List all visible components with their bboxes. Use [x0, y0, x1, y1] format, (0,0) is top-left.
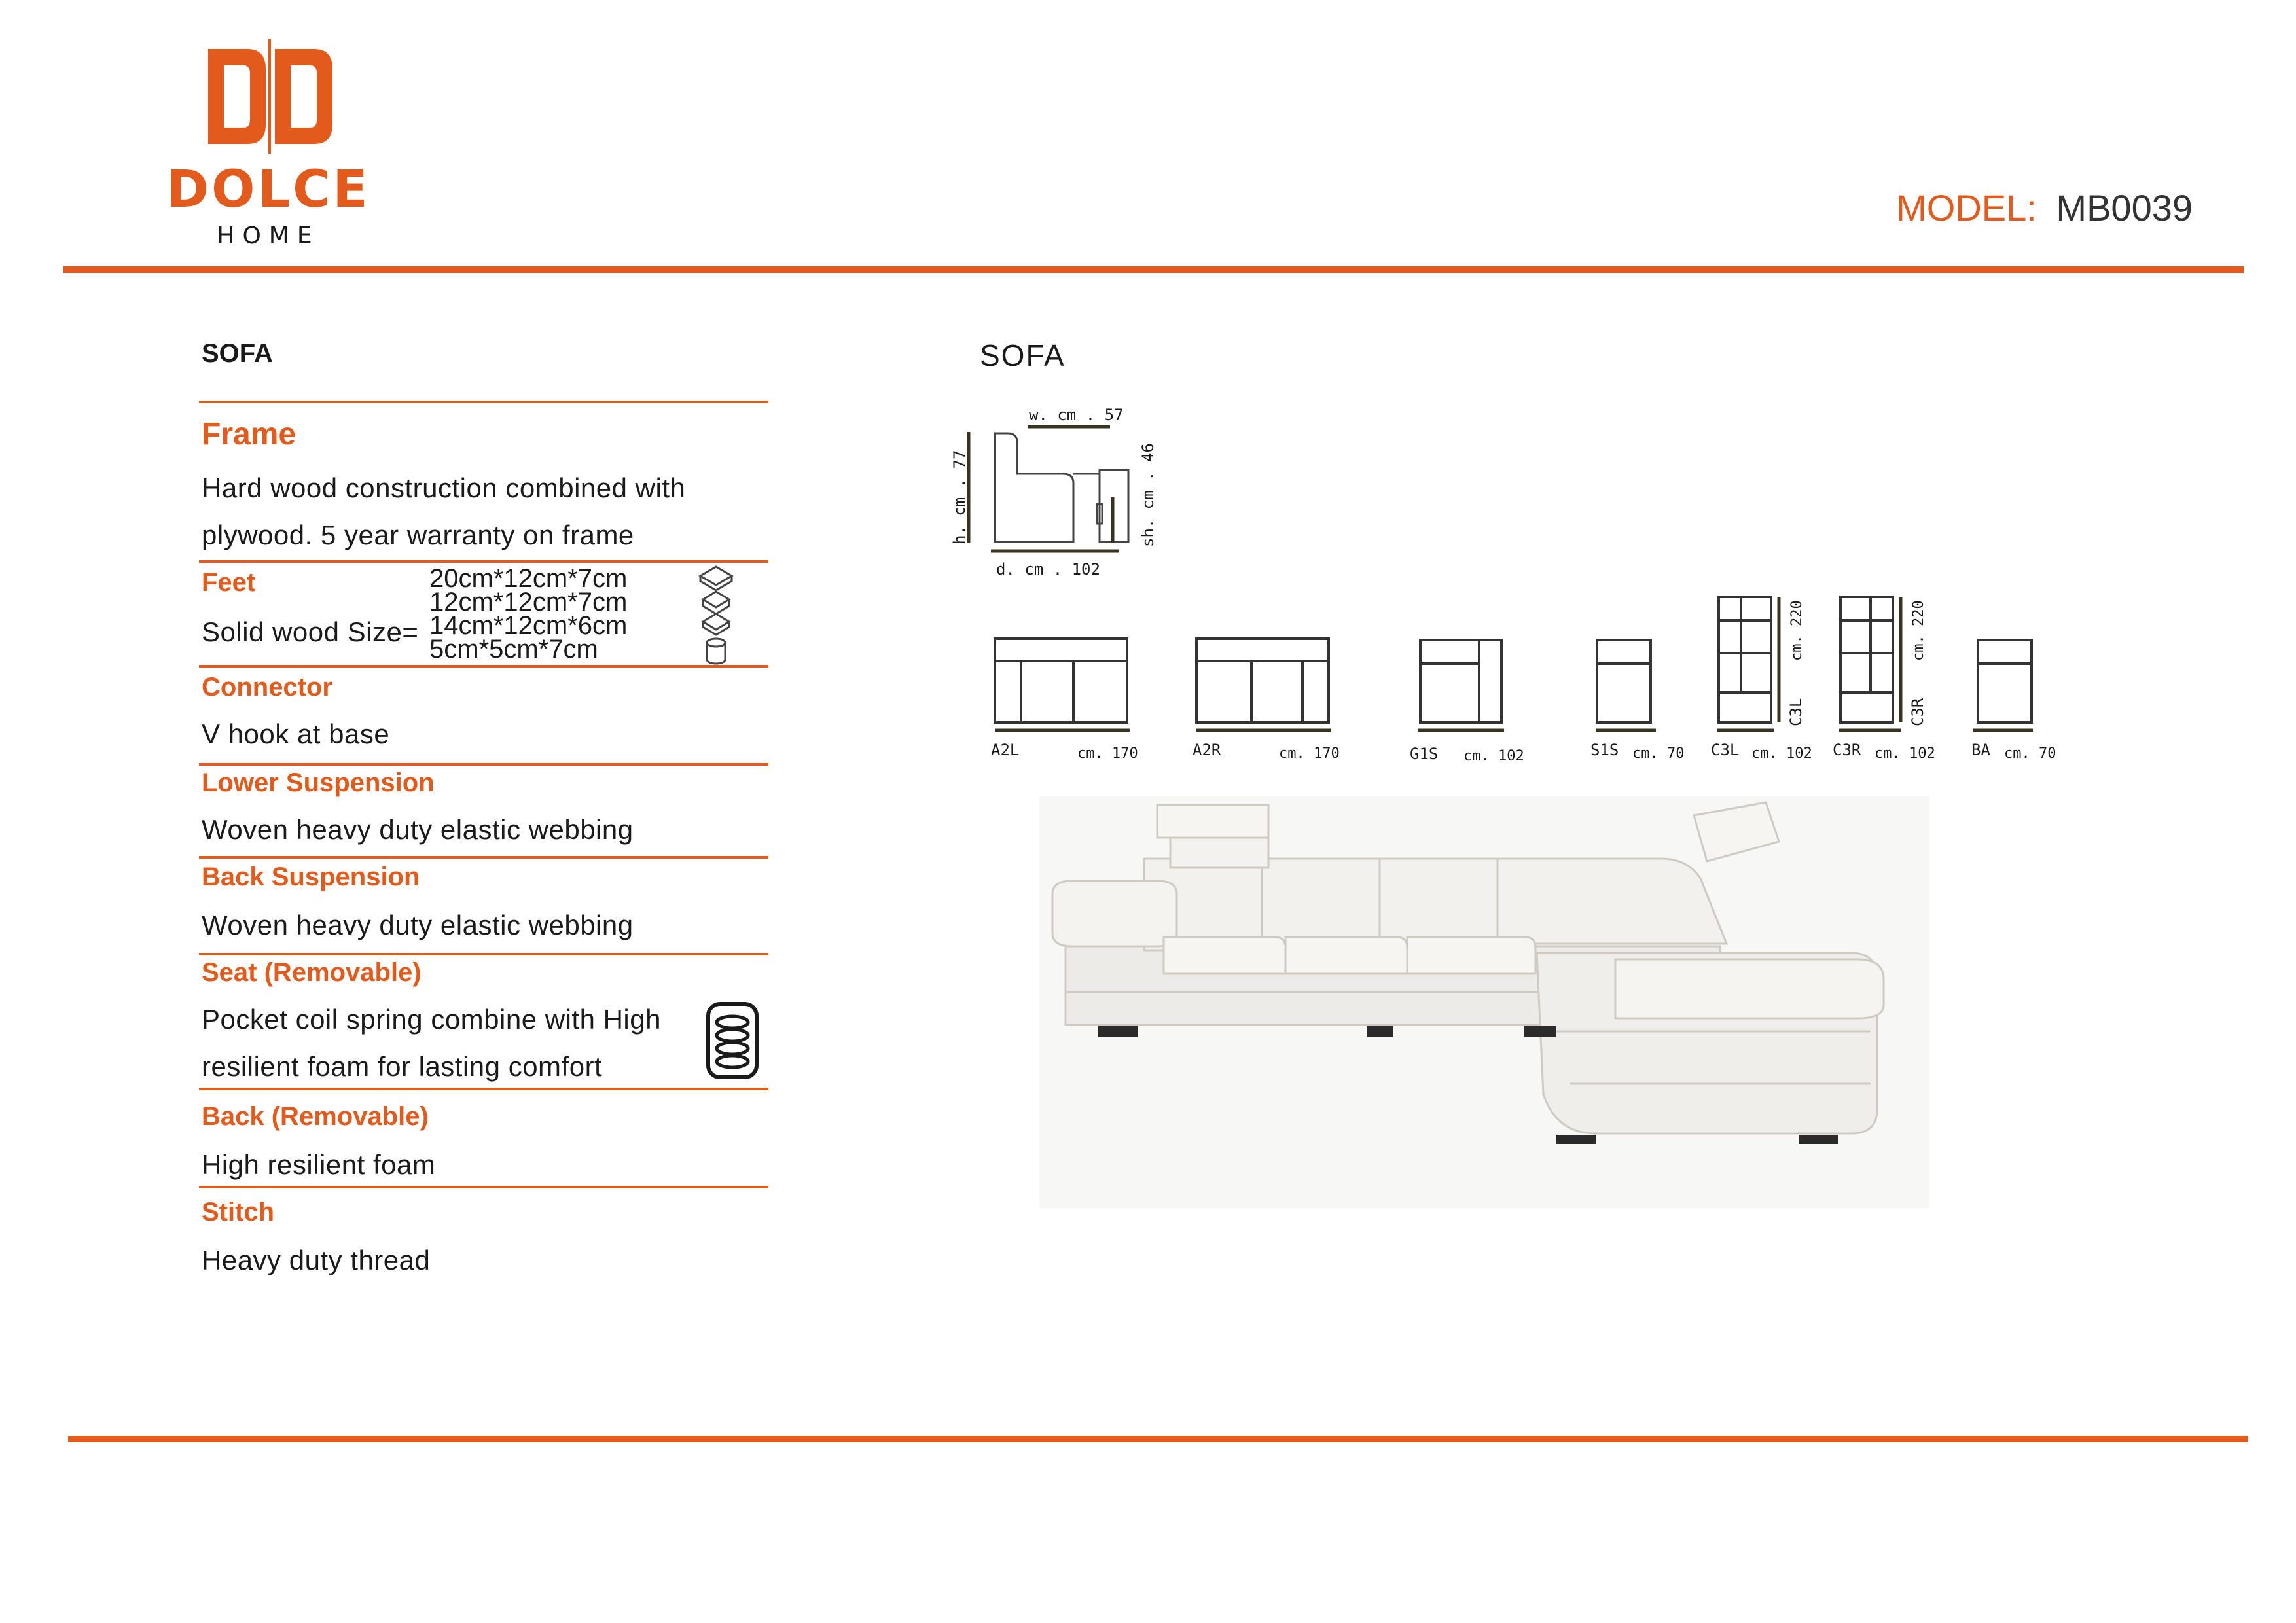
- spec-divider: [199, 953, 768, 955]
- spec-divider: [199, 1088, 768, 1090]
- seat-heading: Seat (Removable): [202, 958, 422, 987]
- height-label: h. cm . 77: [950, 450, 969, 544]
- module-code: C3R: [1833, 741, 1861, 759]
- module-ba-drawing: [1978, 640, 2032, 722]
- spec-divider: [199, 856, 768, 859]
- module-code: C3L: [1711, 741, 1740, 759]
- brand-logo: [151, 36, 386, 249]
- seat-height-label: sh. cm . 46: [1139, 443, 1157, 547]
- back-heading: Back (Removable): [202, 1102, 429, 1131]
- module-size: cm. 70: [2004, 745, 2056, 762]
- module-side-size: cm. 220: [1789, 600, 1805, 661]
- module-c3l-drawing: [1719, 597, 1771, 722]
- profile-dimension-drawing: [942, 393, 1165, 589]
- spec-divider: [199, 665, 768, 668]
- module-a2l-drawing: [995, 639, 1127, 722]
- feet-size: 14cm*12cm*6cm: [429, 611, 628, 640]
- brand-name: DOLCE: [166, 160, 370, 219]
- logo-mark: [151, 36, 386, 154]
- stitch-heading: Stitch: [202, 1198, 275, 1226]
- back-text: High resilient foam: [202, 1149, 436, 1180]
- left-title: SOFA: [202, 339, 273, 368]
- spec-divider: [199, 1186, 768, 1188]
- feet-text: Solid wood Size=: [202, 616, 419, 647]
- module-side-size: cm. 220: [1910, 600, 1927, 661]
- sofa-photo: [1039, 796, 1929, 1208]
- seat-text-2: resilient foam for lasting comfort: [202, 1051, 603, 1082]
- connector-text: V hook at base: [202, 719, 390, 749]
- module-side-code: C3L: [1787, 698, 1805, 726]
- model-label: [1896, 187, 2193, 229]
- module-size: cm. 170: [1279, 745, 1340, 762]
- module-c3r-drawing: [1840, 597, 1893, 722]
- footer-divider: [68, 1436, 2248, 1442]
- header-divider: [63, 266, 2244, 273]
- stitch-text: Heavy duty thread: [202, 1245, 431, 1275]
- module-s1s-drawing: [1597, 640, 1651, 722]
- module-code: S1S: [1590, 741, 1619, 759]
- module-code: BA: [1971, 741, 1990, 759]
- model-number: MB0039: [2056, 187, 2193, 228]
- feet-block-icons: [694, 562, 740, 666]
- feet-sizes: [429, 564, 628, 664]
- spec-divider: [199, 560, 768, 563]
- module-size: cm. 102: [1463, 748, 1524, 764]
- module-size: cm. 70: [1632, 745, 1685, 762]
- back-suspension-heading: Back Suspension: [202, 863, 420, 891]
- spec-divider: [199, 763, 768, 766]
- feet-size: 5cm*5cm*7cm: [429, 635, 598, 664]
- coil-spring-icon: [706, 1001, 759, 1080]
- module-code: A2R: [1193, 741, 1221, 759]
- lower-suspension-heading: Lower Suspension: [202, 768, 435, 797]
- brand-sub: HOME: [217, 223, 320, 249]
- module-code: A2L: [991, 741, 1020, 759]
- modules-row: [982, 589, 2094, 772]
- width-label: w. cm . 57: [1029, 406, 1124, 424]
- spec-divider: [199, 401, 768, 403]
- module-size: cm. 170: [1077, 745, 1138, 762]
- frame-text-2: plywood. 5 year warranty on frame: [202, 520, 634, 550]
- seat-text-1: Pocket coil spring combine with High: [202, 1004, 661, 1035]
- module-g1s-drawing: [1420, 640, 1501, 722]
- feet-size: 20cm*12cm*7cm: [429, 564, 628, 593]
- lower-suspension-text: Woven heavy duty elastic webbing: [202, 814, 634, 845]
- back-suspension-text: Woven heavy duty elastic webbing: [202, 910, 634, 940]
- module-size: cm. 102: [1751, 745, 1812, 762]
- module-side-code: C3R: [1909, 698, 1927, 726]
- feet-size: 12cm*12cm*7cm: [429, 588, 628, 616]
- frame-heading: Frame: [202, 417, 296, 452]
- module-size: cm. 102: [1874, 745, 1935, 762]
- module-a2r-drawing: [1196, 639, 1329, 722]
- model-prefix: MODEL:: [1896, 187, 2037, 228]
- depth-label: d. cm . 102: [996, 560, 1100, 579]
- frame-text-1: Hard wood construction combined with: [202, 473, 686, 503]
- connector-heading: Connector: [202, 673, 332, 702]
- right-title: SOFA: [980, 338, 1066, 372]
- module-code: G1S: [1410, 745, 1439, 763]
- feet-heading: Feet: [202, 568, 256, 597]
